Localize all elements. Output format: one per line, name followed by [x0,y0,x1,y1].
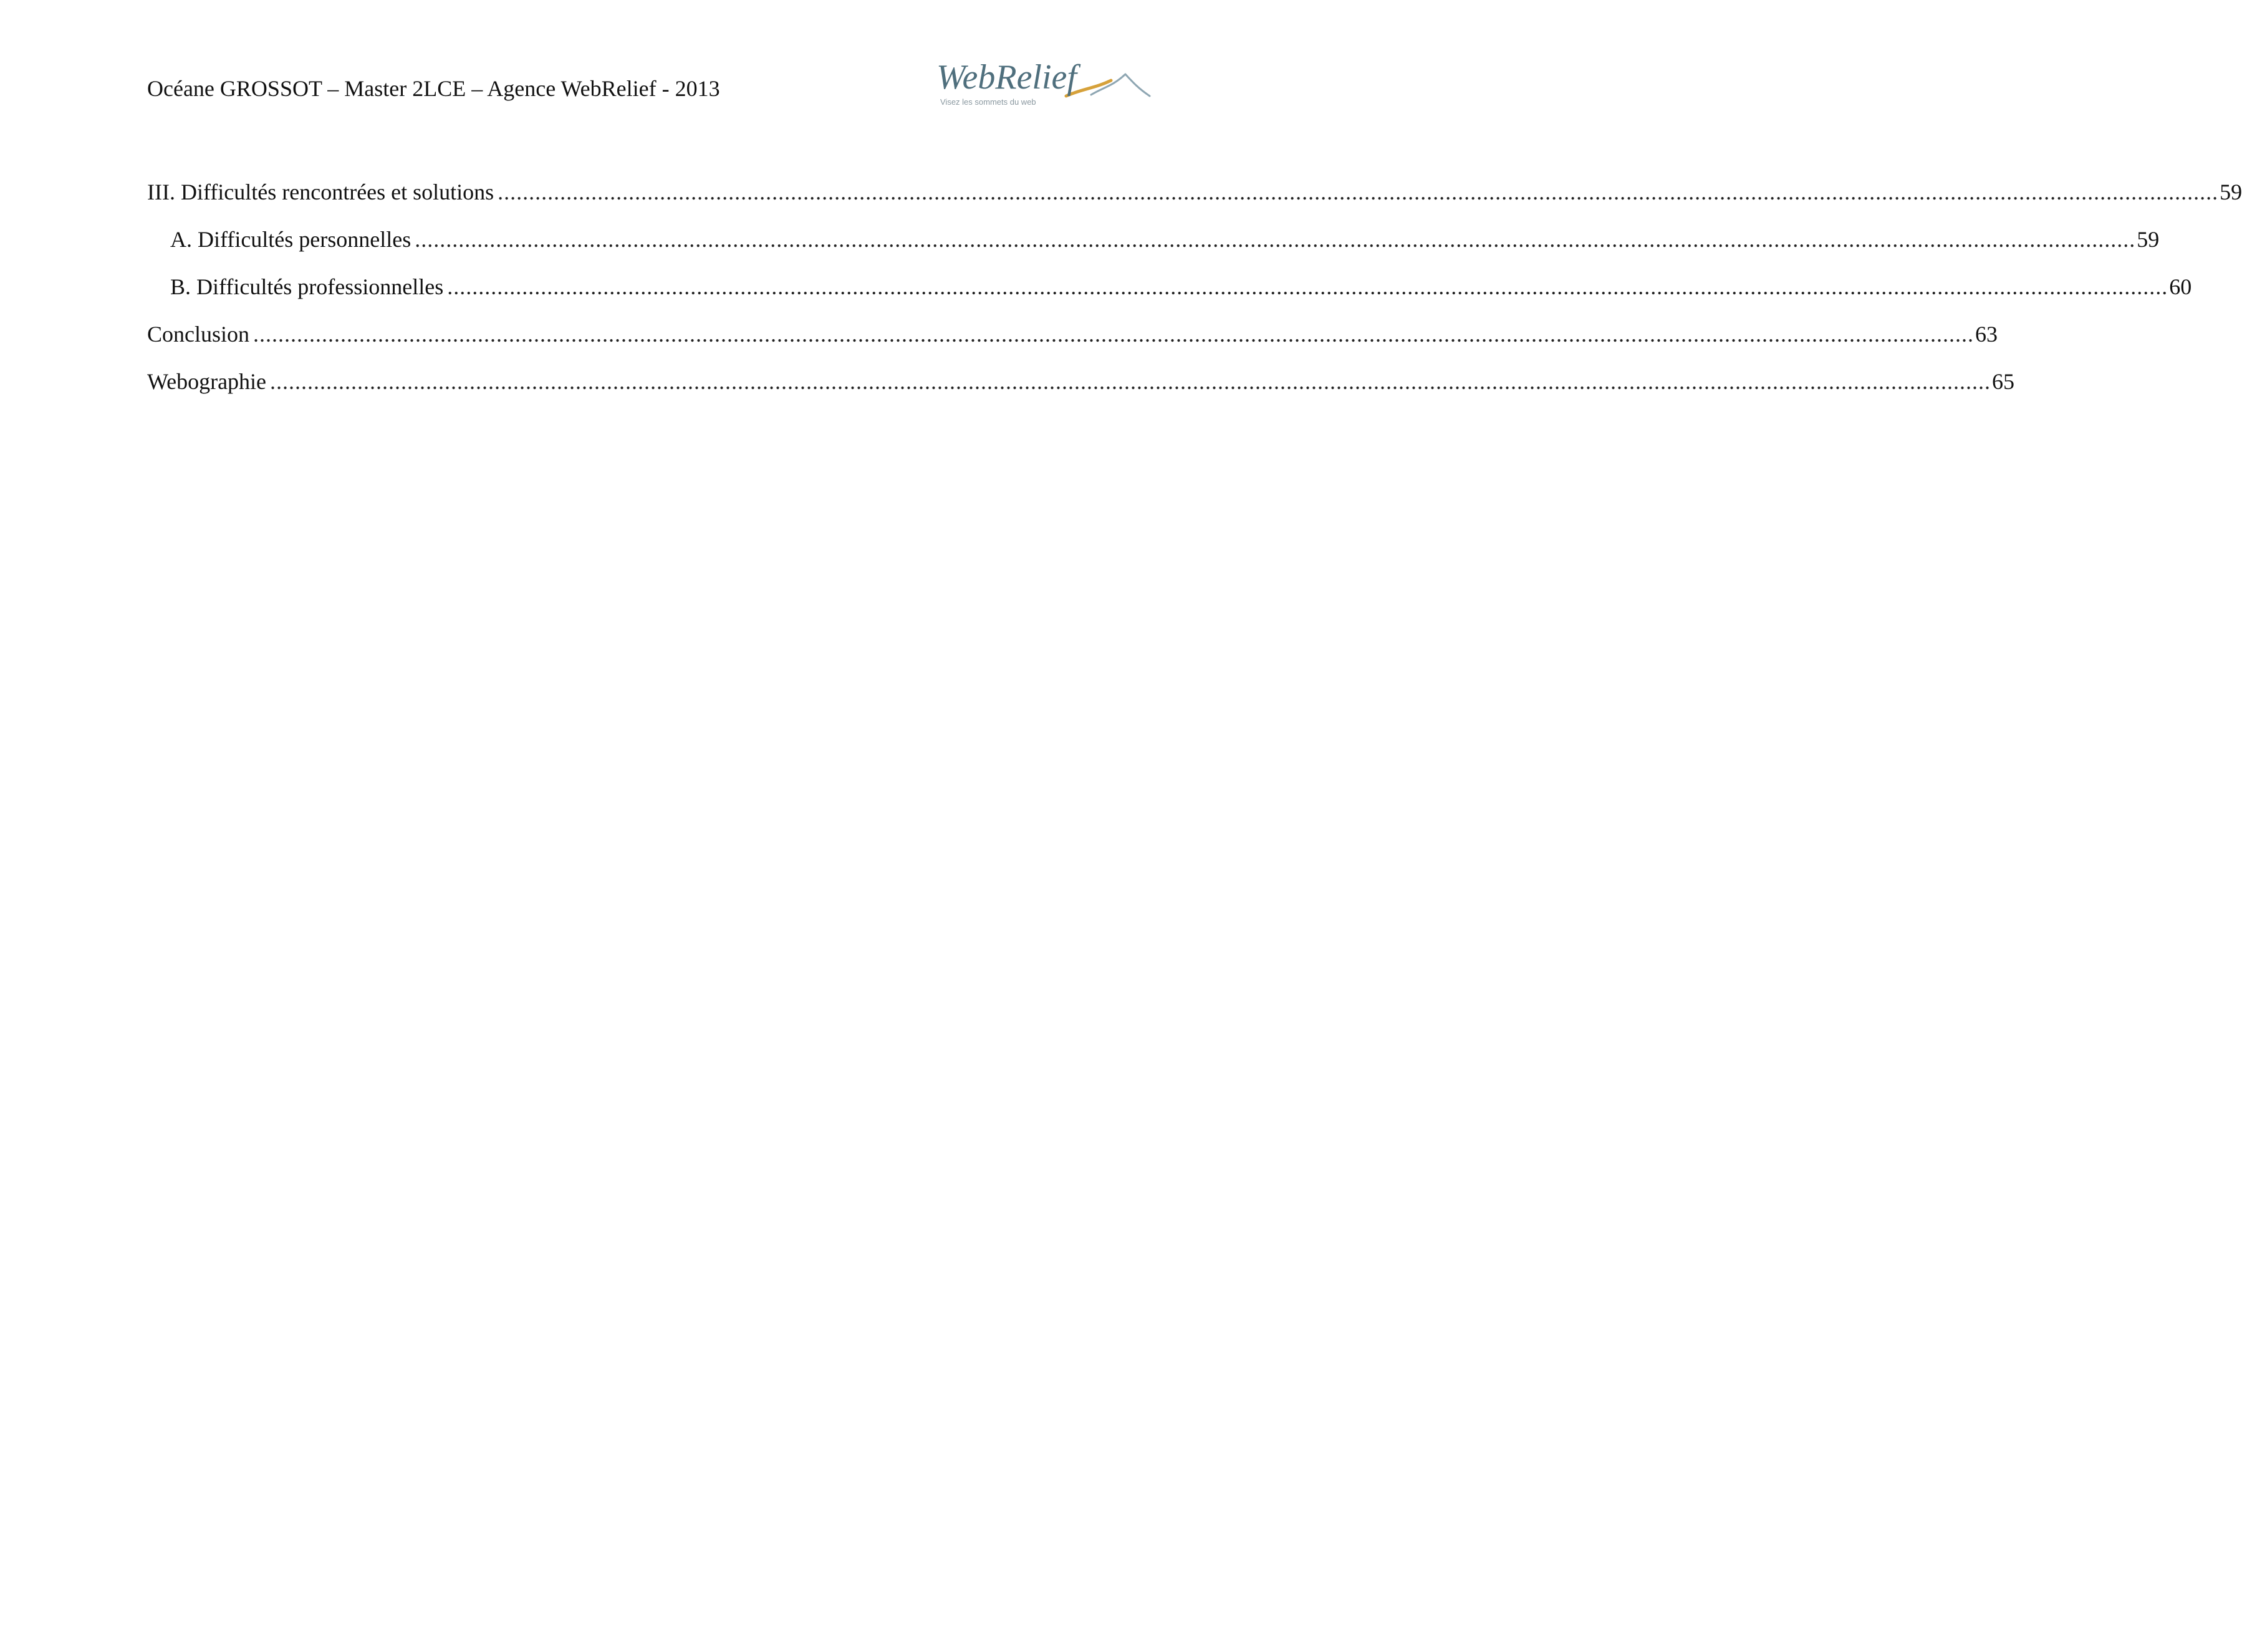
toc-leader-dots: .................................................................................................................................................................................................................................................................................... [270,369,1991,394]
toc-page-number: 59 [2137,227,2160,252]
toc-entry-difficultes-personnelles[interactable] [147,223,2160,271]
logo-wordmark: WebRelief [936,58,1077,97]
toc-page-number: 63 [1975,322,1998,347]
table-of-contents [147,176,2242,413]
toc-page-number: 60 [2169,274,2192,299]
toc-entry-label: B. Difficultés professionnelles [170,274,444,299]
toc-entry-label: A. Difficultés personnelles [170,227,411,252]
toc-entry-label: Conclusion [147,322,250,347]
toc-entry-difficultes-professionnelles[interactable] [147,271,2192,318]
toc-leader-dots: .................................................................................................................................................................................................................................................................................... [498,180,2219,204]
toc-entry-webographie[interactable] [147,365,2015,413]
toc-entry-label: Webographie [147,369,267,394]
logo-tagline: Visez les sommets du web [940,97,1036,107]
toc-leader-dots: .................................................................................................................................................................................................................................................................................... [447,274,2168,299]
toc-page-number: 65 [1992,369,2015,394]
toc-entry-label: III. Difficultés rencontrées et solutions [147,180,494,204]
toc-entry-conclusion[interactable] [147,318,1998,365]
page-header [147,58,1157,126]
header-title: Océane GROSSOT – Master 2LCE – Agence WebRelief - 2013 [147,76,720,101]
webrelief-logo [936,59,1155,115]
toc-entry-difficultes-rencontrees[interactable] [147,176,2242,223]
toc-page-number: 59 [2220,180,2242,204]
toc-leader-dots: .................................................................................................................................................................................................................................................................................... [415,227,2136,252]
toc-leader-dots: .................................................................................................................................................................................................................................................................................... [253,322,1975,347]
